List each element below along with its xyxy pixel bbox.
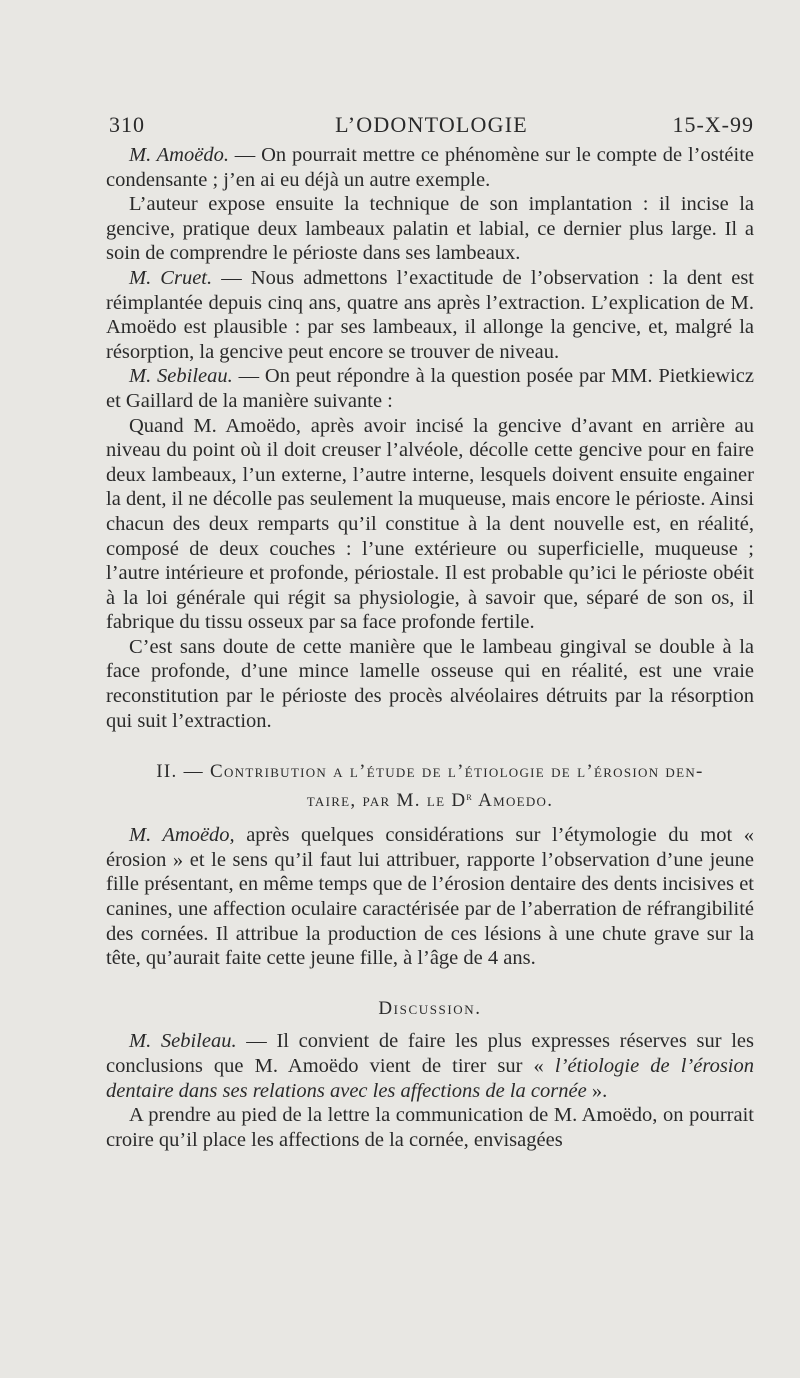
paragraph-text: après quelques considérations sur l’étymologie du mot « érosion » et le sens qu’il faut lui attribuer, rapporte l’observation d’une jeune fille présentant, en même temps que de l’érosion dentaire des dents incisives et canines, une affection oculaire caractérisée par de l’aberration de réfrangibilité des cornées. Il attribue la production de ces lésions à une chute grave sur la tête, qu’aurait faite cette jeune fille, à l’âge de 4 ans. — [106, 824, 754, 970]
section-title-line-2: taire, par M. le D — [306, 790, 467, 812]
discussion-heading: Discussion. — [378, 997, 482, 1019]
paragraph-text: C’est sans doute de cette manière que le lambeau gingival se double à la face profonde, d’une mince lamelle osseuse qui en réalité, est une vraie reconstitution par le périoste des procès alvéolaires détruits par la résorption qui suit l’extraction. — [106, 635, 754, 732]
issue-date: 15-X-99 — [672, 112, 754, 137]
paragraph — [106, 1029, 754, 1103]
paragraph — [106, 635, 754, 733]
section-heading-line-1 — [106, 759, 754, 784]
doctor-superscript: r — [466, 789, 474, 804]
paragraph — [106, 266, 754, 364]
paragraph — [106, 192, 754, 266]
quoted-title: l’étiologie de l’érosion dentaire dans ses relations avec les affections de la cornée — [106, 1055, 754, 1102]
page-number: 310 — [109, 112, 145, 137]
paragraph — [106, 143, 754, 192]
speaker-name: M. Cruet. — [129, 266, 213, 289]
paragraph — [106, 364, 754, 413]
paragraph-text: A prendre au pied de la lettre la communication de M. Amoëdo, on pourrait croire qu’il place les affections de la cornée, envisagées — [106, 1104, 754, 1151]
paragraph — [106, 823, 754, 971]
section-heading-line-2 — [106, 784, 754, 813]
section-heading — [106, 759, 754, 813]
page-header — [109, 112, 754, 142]
paragraph-text-end: ». — [586, 1079, 608, 1102]
paragraph — [106, 1103, 754, 1152]
paragraph-text: L’auteur expose ensuite la technique de son implantation : il incise la gencive, pratique deux lambeaux palatin et labial, ce dernier plus large. Il a soin de comprendre le périoste dans ses lambeaux. — [106, 193, 754, 265]
section-title-author: Amoedo. — [473, 790, 554, 812]
speaker-name: M. Sebileau. — [129, 1030, 237, 1053]
speaker-name: M. Amoëdo, — [129, 824, 235, 847]
paragraph-text: Quand M. Amoëdo, après avoir incisé la gencive d’avant en arrière au niveau du point où il doit creuser l’alvéole, décolle cette gencive pour en faire deux lambeaux, l’un externe, l’autre interne, lesquels doivent ensuite engainer la dent, il ne décolle pas seulement la muqueuse, mais encore le périoste. Ainsi chacun des deux remparts qu’il constitue à la dent nouvelle est, en réalité, composé de deux couches : l’une extérieure ou superficielle, muqueuse ; l’autre intérieure et profonde, périostale. Il est probable qu’ici le périoste obéit à la loi générale qui régit sa physiologie, à savoir que, séparé de son os, il fabrique du tissu osseux par sa face profonde fertile. — [106, 414, 754, 634]
section-title-line-1: Contribution a l’étude de l’étiologie de l’érosion den- — [210, 761, 704, 783]
paragraph-text: — Nous admettons l’exactitude de l’observation : la dent est réimplantée depuis cinq ans, quatre ans après l’extraction. L’explication de M. Amoëdo est plausible : par ses lambeaux, il allonge la gencive, et, malgré la résorption, la gencive peut encore se trouver de niveau. — [106, 266, 754, 363]
speaker-name: M. Sebileau. — [129, 365, 233, 388]
paragraph-text: — On pourrait mettre ce phénomène sur le compte de l’ostéite condensante ; j’en ai eu déjà un autre exemple. — [106, 144, 754, 191]
speaker-name: M. Amoëdo. — [129, 144, 229, 166]
paragraph-text: — On peut répondre à la question posée par MM. Pietkiewicz et Gaillard de la manière suivante : — [106, 365, 754, 412]
page-body — [106, 143, 754, 1152]
paragraph-text: — Il convient de faire les plus expresses réserves sur les conclusions que M. Amoëdo vient de tirer sur « — [106, 1030, 754, 1077]
running-title: L’ODONTOLOGIE — [335, 112, 528, 137]
section-number: II. — — [156, 761, 204, 783]
paragraph — [106, 414, 754, 635]
